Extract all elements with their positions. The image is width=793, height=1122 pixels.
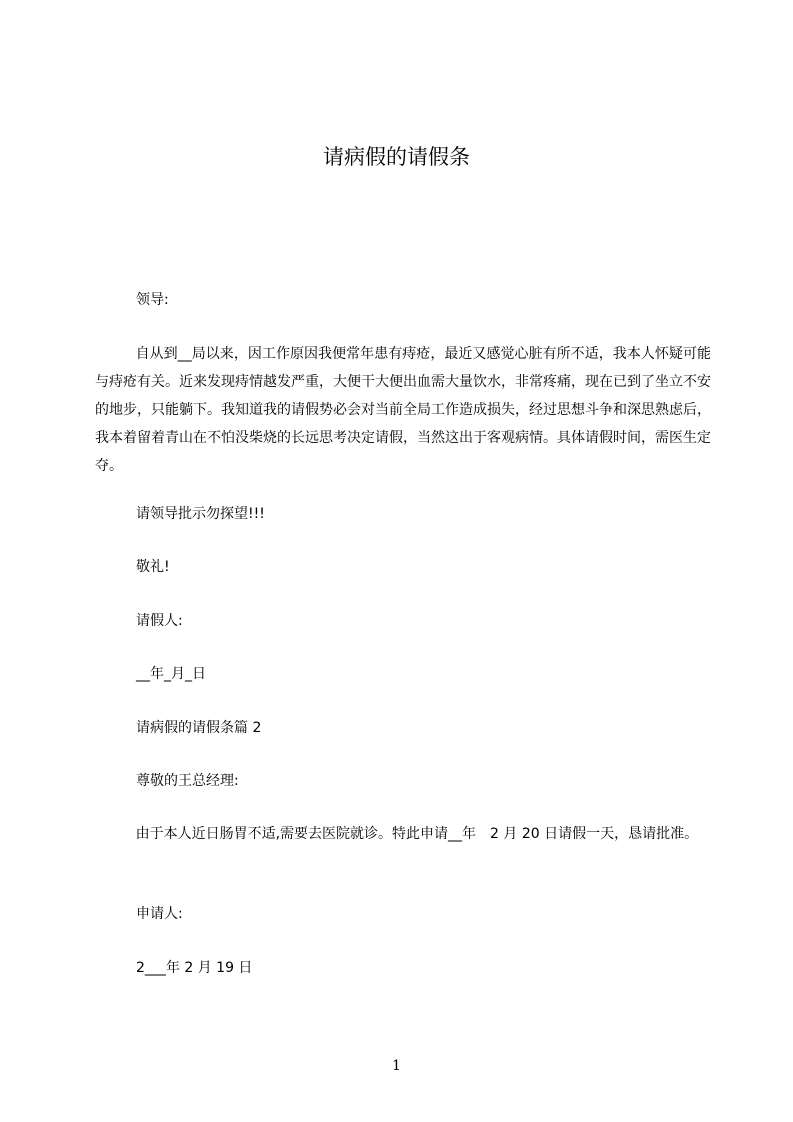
- salutation: 领导:: [136, 292, 169, 308]
- applicant-label: 请假人:: [136, 613, 183, 629]
- section2-date-line: 2___年 2 月 19 日: [136, 960, 253, 976]
- section2-salutation: 尊敬的王总经理:: [136, 773, 239, 789]
- section2-applicant-label: 申请人:: [136, 906, 183, 922]
- section2-heading: 请病假的请假条篇 2: [136, 720, 262, 736]
- request-line: 请领导批示勿探望!!!: [136, 506, 265, 522]
- body-paragraph: 自从到__局以来，因工作原因我便常年患有痔疮，最近又感觉心脏有所不适，我本人怀疑可能与痔疮有关。近来发现痔情越发严重，大便干大便出血需大量饮水，非常疼痛，现在已到了坐立不安的地步，只能躺下。我知道我的请假势必会对当前全局工作造成损失，经过思想斗争和深思熟虑后，我本着留着青山在不怕没柴烧的长远思考决定请假，当然这出于客观病情。具体请假时间，需医生定夺。: [95, 346, 711, 474]
- section2-paragraph: 由于本人近日肠胃不适,需要去医院就诊。特此申请__年 2 月 20 日请假一天，恳请批准。: [135, 826, 699, 842]
- document-title: 请病假的请假条: [323, 145, 470, 169]
- date-line: __年_月_日: [136, 666, 206, 682]
- closing: 敬礼!: [136, 559, 170, 575]
- page-number: 1: [392, 1058, 401, 1074]
